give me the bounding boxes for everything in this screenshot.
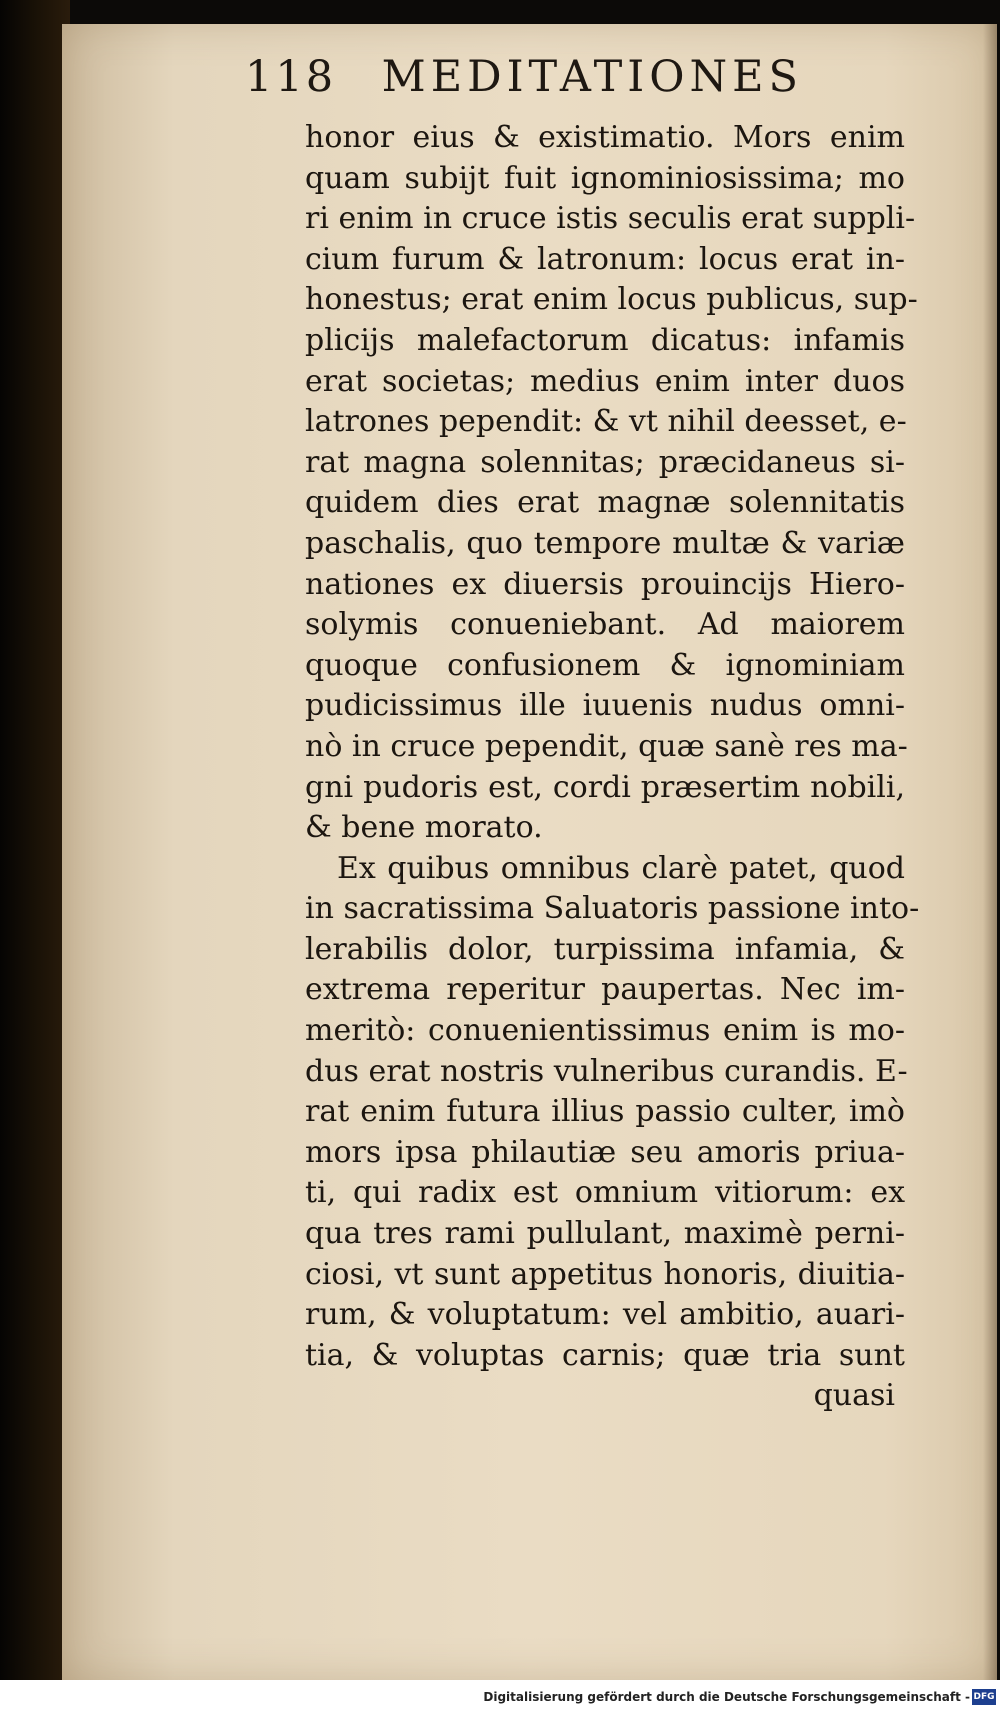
text-line: qua tres rami pullulant, maximè perni- — [305, 1216, 905, 1252]
dfg-logo-icon: DFG — [972, 1689, 996, 1705]
text-line: nò in cruce pependit, quæ sanè res ma- — [305, 728, 908, 764]
running-title: MEDITATIONES — [381, 52, 803, 102]
text-line: dus erat nostris vulneribus curandis. E- — [305, 1053, 908, 1089]
text-line: extrema reperitur paupertas. Nec im- — [305, 972, 905, 1008]
text-line: ri enim in cruce istis seculis erat suppli- — [305, 201, 916, 237]
text-line: gni pudoris est, cordi præsertim nobili, — [305, 769, 905, 805]
text-line: lerabilis dolor, turpissima infamia, & — [305, 931, 905, 967]
text-line: erat societas; medius enim inter duos — [305, 363, 905, 399]
text-line: latrones pependit: & vt nihil deesset, e- — [305, 404, 907, 440]
text-line: honestus; erat enim locus publicus, sup- — [305, 282, 918, 318]
text-line: rat enim futura illius passio culter, imò — [305, 1094, 905, 1130]
text-line: mors ipsa philautiæ seu amoris priua- — [305, 1134, 905, 1170]
text-line-paragraph-end: & bene morato. — [305, 810, 543, 846]
text-line: rum, & voluptatum: vel ambitio, auari- — [305, 1297, 905, 1333]
text-line: tia, & voluptas carnis; quæ tria sunt — [305, 1337, 905, 1373]
text-line: plicijs malefactorum dicatus: infamis — [305, 322, 905, 358]
text-line: solymis conueniebant. Ad maiorem — [305, 607, 905, 643]
text-line: rat magna solennitas; præcidaneus si- — [305, 444, 905, 480]
text-line: paschalis, quo tempore multæ & variæ — [305, 525, 905, 561]
book-spine-shadow — [0, 0, 70, 1718]
text-line: pudicissimus ille iuuenis nudus omni- — [305, 688, 905, 724]
text-line: meritò: conuenientissimus enim is mo- — [305, 1013, 905, 1049]
page-edge-shadow — [983, 24, 997, 1680]
catchword: quasi — [813, 1378, 895, 1414]
digitization-footer — [0, 1680, 1000, 1718]
text-line: honor eius & existimatio. Mors enim — [305, 120, 905, 155]
text-line: ti, qui radix est omnium vitiorum: ex — [305, 1175, 905, 1211]
text-line: quidem dies erat magnæ solennitatis — [305, 485, 905, 521]
text-line: quoque confusionem & ignominiam — [305, 647, 905, 683]
text-line-paragraph-start: Ex quibus omnibus clarè patet, quod — [337, 850, 905, 886]
page-number: 118 — [245, 52, 337, 102]
text-line: cium furum & latronum: locus erat in- — [305, 241, 905, 277]
body-text — [305, 118, 920, 1417]
running-head — [245, 52, 905, 122]
text-line: in sacratissima Saluatoris passione into- — [305, 891, 920, 927]
text-line: nationes ex diuersis prouincijs Hiero- — [305, 566, 905, 602]
text-line: ciosi, vt sunt appetitus honoris, diuitia- — [305, 1256, 905, 1292]
digitization-credit: Digitalisierung gefördert durch die Deutsche Forschungsgemeinschaft - — [483, 1690, 970, 1704]
text-line: quam subijt fuit ignominiosissima; mo — [305, 160, 905, 196]
